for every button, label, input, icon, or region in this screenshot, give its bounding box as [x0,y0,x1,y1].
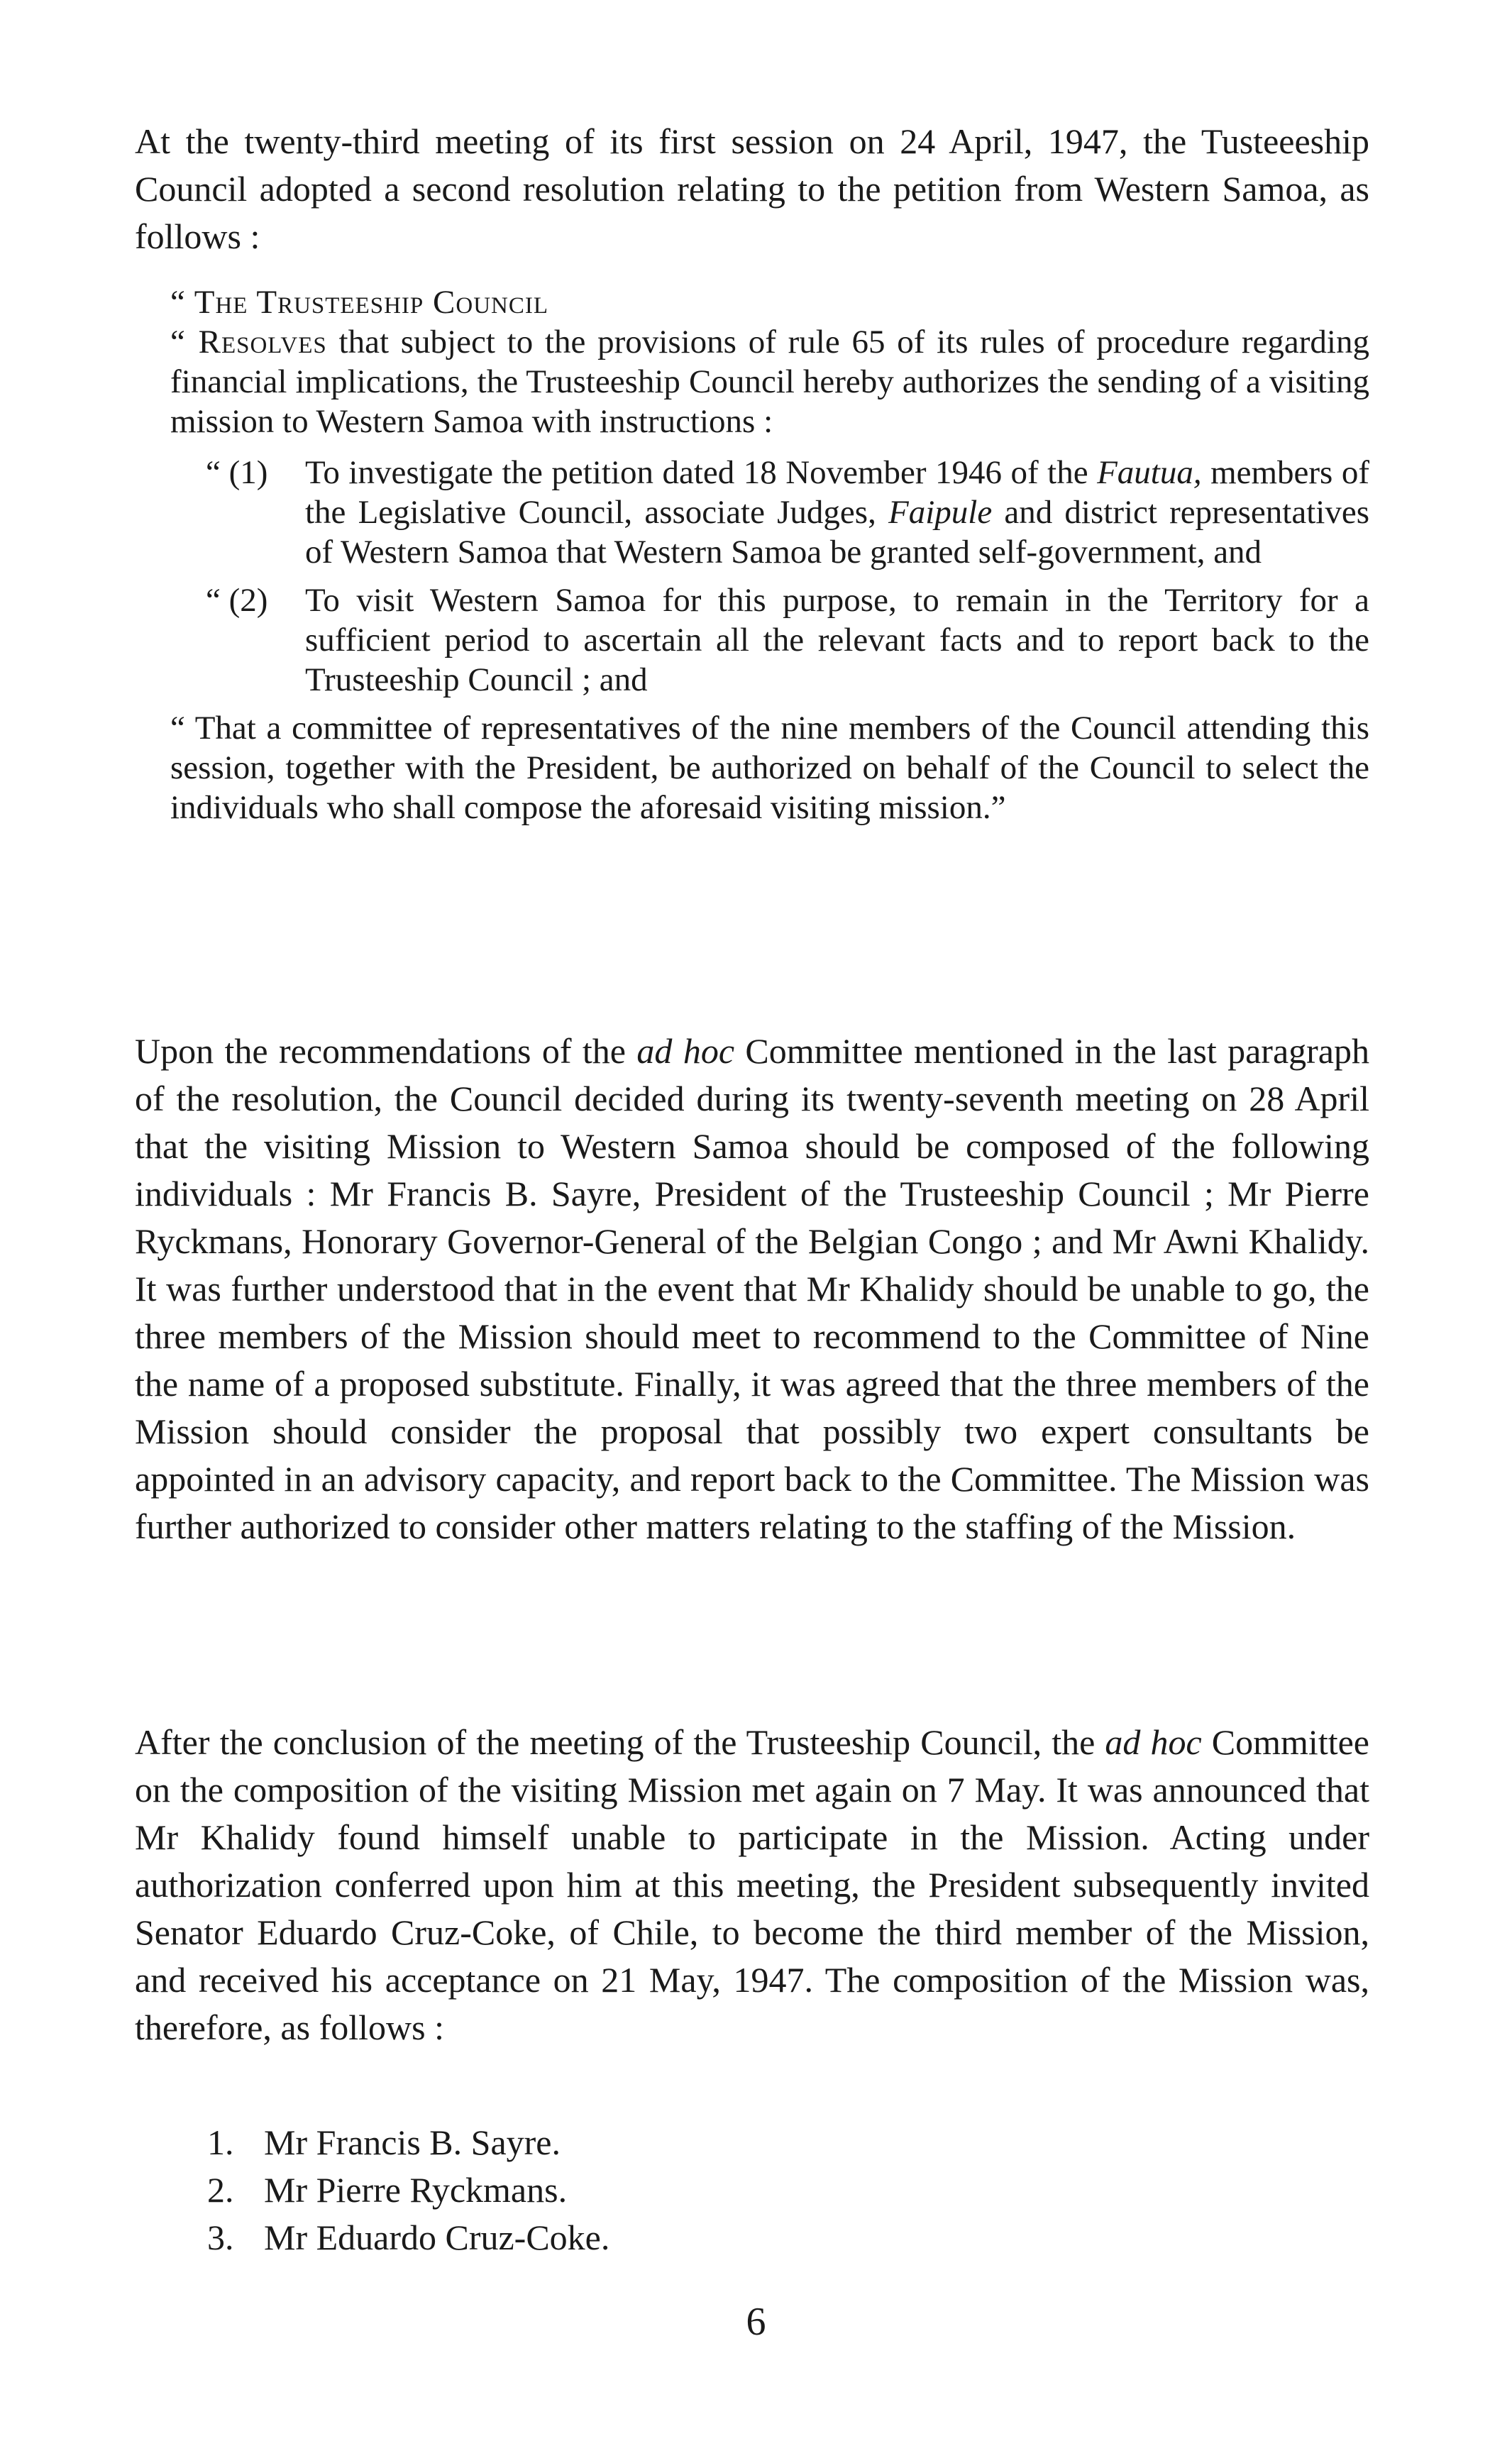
resolution-quote [170,282,1369,827]
item-1-text-c: and district representatives of Western Samoa that Western Samoa be granted self-government, and [305,494,1369,571]
item-1-italic-faipule: Faipule [888,494,993,531]
list-item-name: Mr Francis B. Sayre. [264,2122,561,2162]
upon-italic-ad-hoc: ad hoc [636,1031,735,1071]
upon-text-b: Committee mentioned in the last paragraph of the resolution, the Council decided during its twenty-seventh meeting on 28 April that the visiting Mission to Western Samoa should be composed of the following individuals : Mr Francis B. Sayre, President of the Trusteeship Council ; Mr Pierre Ryckmans, Honorary Governor-General of the Belgian Congo ; and Mr Awni Khalidy. It was further understood that in the event that Mr Khalidy should be unable to go, the three members of the Mission should meet to recommend to the Committee of Nine the name of a proposed substitute. Finally, it was agreed that the three members of the Mission should consider the proposal that possibly two expert consultants be appointed in an advisory capacity, and report back to the Committee. The Mission was further authorized to consider other matters relating to the staffing of the Mission. [135,1031,1369,1546]
item-1-italic-fautua: Fautua, [1097,454,1202,491]
after-paragraph [135,1719,1369,2051]
list-item-number: 1. [207,2122,234,2162]
list-item-number: 3. [207,2218,234,2257]
resolution-item-text: To visit Western Samoa for this purpose, to remain in the Territory for a sufficient period to ascertain all the relevant facts and to report back to the Trusteeship Council ; and [305,582,1369,698]
resolution-item-text [305,453,1369,572]
after-text-b: Committee on the composition of the visiting Mission met again on 7 May. It was announced that Mr Khalidy found himself unable to participate in the Mission. Acting under authorization conferred upon him at this meeting, the President subsequently invited Senator Eduardo Cruz-Coke, of Chile, to become the third member of the Mission, and received his acceptance on 21 May, 1947. The composition of the Mission was, therefore, as follows : [135,1722,1369,2047]
list-item-name: Mr Eduardo Cruz-Coke. [264,2218,610,2257]
resolution-item-number: “ (1) [206,454,277,491]
mission-members-list [207,2119,609,2262]
list-item [207,2166,609,2214]
resolution-item-number: “ (2) [206,582,277,619]
intro-paragraph: At the twenty-third meeting of its first session on 24 April, 1947, the Tusteeeship Council adopted a second resolution relating to the petition from Western Samoa, as follows : [135,121,1369,256]
resolution-resolves [170,322,1369,441]
item-1-text-a: To investigate the petition dated 18 November 1946 of the [305,454,1098,491]
resolution-item-1 [206,453,1369,572]
resolution-closing: “ That a committee of representatives of the nine members of the Council attending this session, together with the President, be authorized on behalf of the Council to select the individuals who shall compose the aforesaid visiting mission.” [170,710,1369,826]
upon-text-a: Upon the recommendations of the [135,1031,637,1071]
page-number: 6 [746,2300,766,2344]
list-item [207,2119,609,2166]
resolves-text: that subject to the provisions of rule 65 of its rules of procedure regarding financial implications, the Trusteeship Council hereby authorizes the sending of a visiting mission to Western Samoa with instructions : [170,324,1369,440]
after-text-a: After the conclusion of the meeting of the Trusteeship Council, the [135,1722,1105,1762]
upon-paragraph [135,1028,1369,1551]
resolution-heading: “ The Trusteeship Council [170,284,549,321]
list-item [207,2214,609,2262]
list-item-name: Mr Pierre Ryckmans. [264,2170,568,2210]
item-1-text-b: members of the Legislative Council, associate Judges, [305,454,1369,531]
list-item-number: 2. [207,2170,234,2210]
resolution-item-2 [206,580,1369,700]
after-italic-ad-hoc: ad hoc [1105,1722,1202,1762]
resolves-word: “ Resolves [170,324,327,360]
